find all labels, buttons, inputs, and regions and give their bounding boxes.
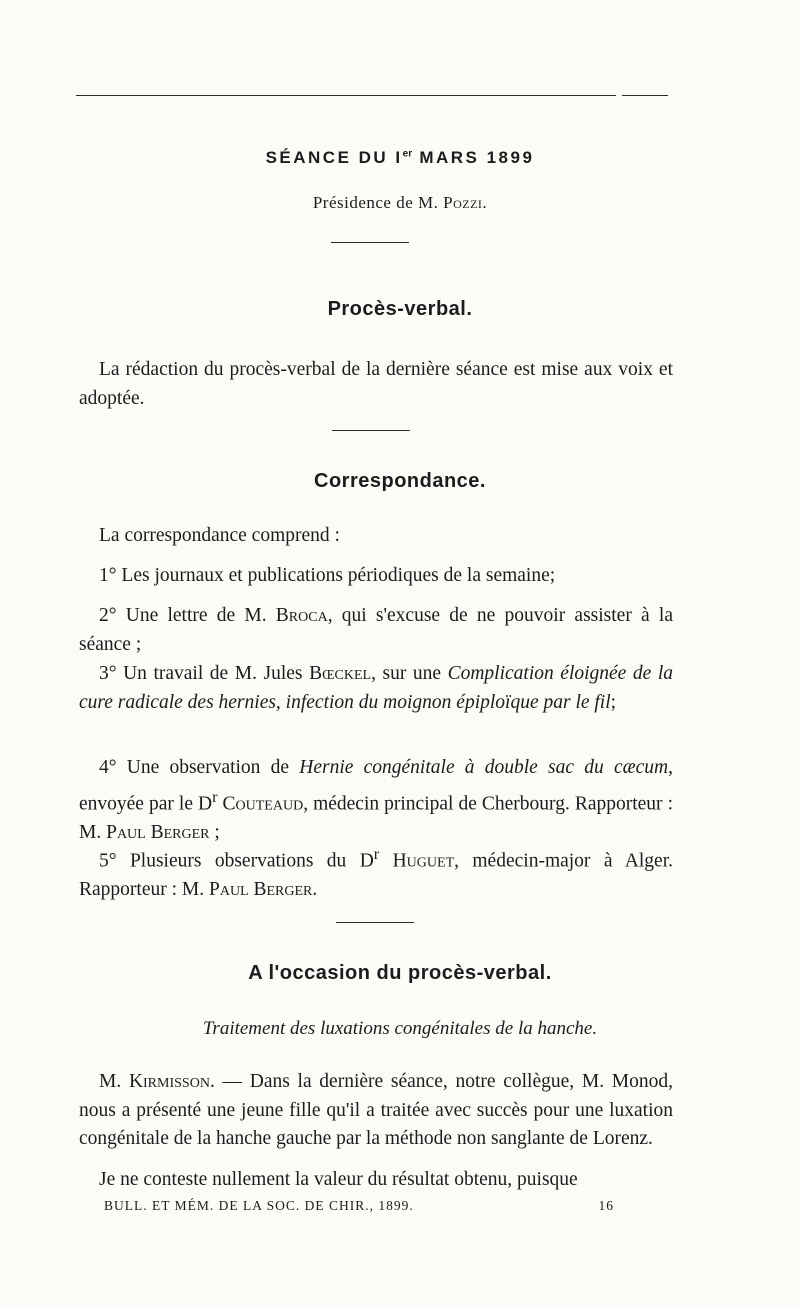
- proces-verbal-text: La rédaction du procès-verbal de la dernière séance est mise aux voix et adoptée.: [79, 359, 673, 409]
- kirmisson-paragraph: M. Kirmisson. — Dans la dernière séance, notre collègue, M. Monod, nous a présenté une jeune fille qu'il a traitée avec succès pour une luxation congénitale de la hanche gauche par la méthode non sanglante de Lorenz.: [79, 1071, 673, 1149]
- correspondance-item-3: 3° Un travail de M. Jules Bœckel, sur une Complication éloignée de la cure radicale des hernies, infection du moignon épiploïque par le fil;: [79, 663, 673, 713]
- heading-correspondance: Correspondance.: [314, 470, 486, 492]
- section-divider: [332, 430, 410, 431]
- correspondance-item-1: 1° Les journaux et publications périodiques de la semaine;: [99, 565, 556, 586]
- page-number: 16: [598, 1198, 614, 1213]
- top-rule-short: [622, 95, 668, 96]
- session-title: SÉANCE DU Ier MARS 1899: [265, 148, 535, 167]
- heading-proces-verbal: Procès-verbal.: [327, 298, 473, 320]
- section-divider: [331, 242, 409, 243]
- top-rule: [76, 95, 616, 96]
- correspondance-intro: La correspondance comprend :: [99, 525, 340, 546]
- correspondance-item-2: 2° Une lettre de M. Broca, qui s'excuse de ne pouvoir assister à la séance ;: [79, 605, 673, 655]
- section-divider: [336, 922, 414, 923]
- presidence-line: Présidence de M. Pozzi.: [312, 193, 488, 212]
- footer-journal: BULL. ET MÉM. DE LA SOC. DE CHIR., 1899.: [104, 1198, 414, 1213]
- continuation-paragraph: Je ne conteste nullement la valeur du résultat obtenu, puisque: [99, 1169, 578, 1190]
- page-footer: [104, 1198, 614, 1214]
- correspondance-item-5: 5° Plusieurs observations du $D^r$ Huguet, médecin-major à Alger. Rapporteur : M. Paul Berger.: [79, 845, 673, 900]
- heading-occasion: A l'occasion du procès-verbal.: [248, 962, 552, 984]
- subheading-traitement: Traitement des luxations congénitales de la hanche.: [202, 1018, 598, 1039]
- correspondance-item-4: 4° Une observation de Hernie congénitale à double sac du cæcum, envoyée par le $D^r$ Couteaud, médecin principal de Cherbourg. Rapporteur : M. Paul Berger ;: [79, 757, 673, 843]
